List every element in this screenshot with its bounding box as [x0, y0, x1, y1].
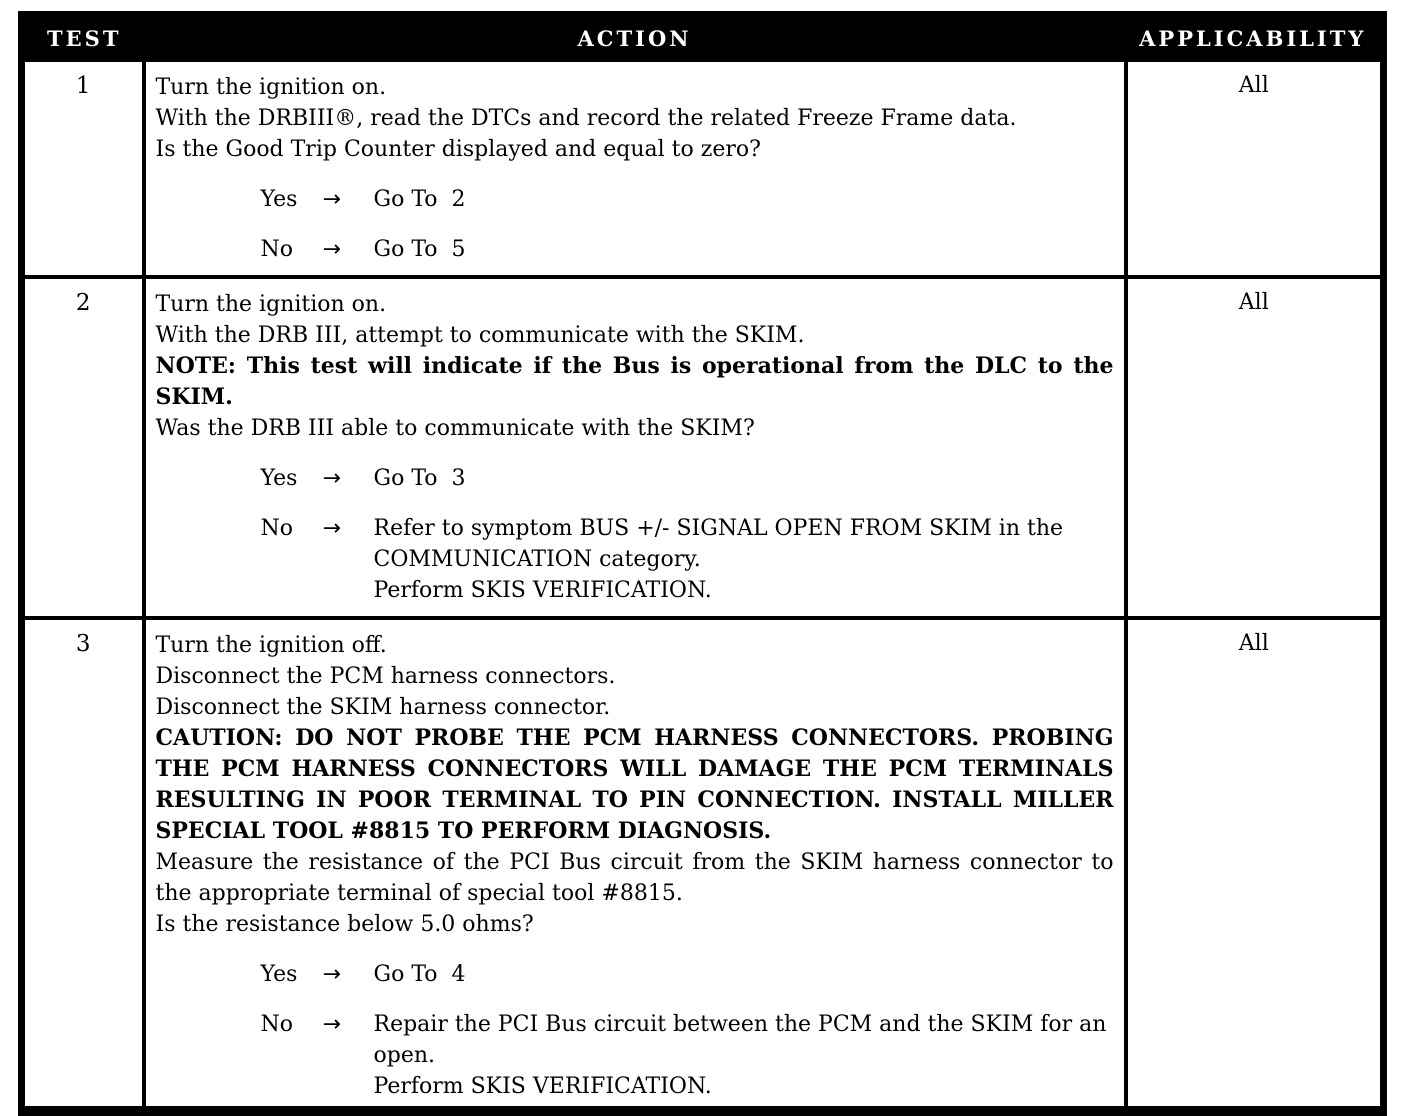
answer-label: Yes: [260, 187, 298, 212]
table-row: [22, 60, 1384, 277]
answer-result: [374, 959, 1114, 990]
action-step-text: With the DRB III, attempt to communicate with the SKIM.: [155, 323, 805, 348]
action-cell: [144, 618, 1126, 1111]
action-step-text: Turn the ignition off.: [155, 633, 387, 658]
answer-result-line: Go To 5: [373, 237, 466, 262]
answer-row: [156, 184, 1114, 215]
arrow-right-icon: →: [322, 516, 341, 541]
column-header-test: TEST: [22, 15, 144, 61]
answer-label: Yes: [260, 466, 298, 491]
diagnostic-test-table: [18, 11, 1387, 1116]
answer-result: [374, 234, 1114, 265]
answer-result-line: Refer to symptom BUS +/- SIGNAL OPEN FROM SKIM in the COMMUNICATION category.: [373, 516, 1064, 572]
applicability-value: All: [1126, 277, 1384, 618]
answer-result: [374, 513, 1114, 606]
header-row: [22, 15, 1384, 61]
action-step-text: Disconnect the SKIM harness connector.: [155, 695, 611, 720]
answer-label: Yes: [260, 962, 298, 987]
action-note-text: NOTE: This test will indicate if the Bus is operational from the DLC to the SKIM.: [155, 353, 1114, 410]
answer-result-line: Perform SKIS VERIFICATION.: [373, 578, 712, 603]
answer-result: [374, 184, 1114, 215]
answer-result-line: Go To 3: [373, 466, 466, 491]
answer-result-line: Repair the PCI Bus circuit between the PCM and the SKIM for an open.: [373, 1012, 1107, 1068]
answer-result: [374, 1009, 1114, 1102]
answer-row: [156, 513, 1114, 606]
answer-row: [156, 463, 1114, 494]
answer-result-line: Go To 2: [373, 187, 466, 212]
action-step-text: With the DRBIII®, read the DTCs and record the related Freeze Frame data.: [155, 106, 1017, 131]
answer-row: [156, 959, 1114, 990]
answer-row: [156, 234, 1114, 265]
action-step-text: Measure the resistance of the PCI Bus circuit from the SKIM harness connector to the appropriate terminal of special tool #8815.: [155, 850, 1114, 906]
answer-row: [156, 1009, 1114, 1102]
arrow-right-icon: →: [322, 1012, 341, 1037]
answer-result-line: Go To 4: [373, 962, 466, 987]
action-step-text: Turn the ignition on.: [155, 75, 387, 100]
arrow-right-icon: →: [322, 466, 341, 491]
answer-result: [374, 463, 1114, 494]
applicability-value: All: [1126, 60, 1384, 277]
action-step-text: Disconnect the PCM harness connectors.: [155, 664, 616, 689]
action-step-text: Is the Good Trip Counter displayed and equal to zero?: [155, 137, 761, 162]
action-note-text: CAUTION: DO NOT PROBE THE PCM HARNESS CONNECTORS. PROBING THE PCM HARNESS CONNECTORS WILL DAMAGE THE PCM TERMINALS RESULTING IN POOR TERMINAL TO PIN CONNECTION. INSTALL MILLER SPECIAL TOOL #8815 TO PERFORM DIAGNOSIS.: [155, 725, 1114, 844]
table-row: [22, 277, 1384, 618]
action-step-text: Was the DRB III able to communicate with the SKIM?: [155, 416, 755, 441]
answer-result-line: Perform SKIS VERIFICATION.: [373, 1074, 712, 1099]
arrow-right-icon: →: [322, 237, 341, 262]
arrow-right-icon: →: [322, 962, 341, 987]
action-step-text: Turn the ignition on.: [155, 292, 387, 317]
test-number: 1: [22, 60, 144, 277]
column-header-action: ACTION: [144, 15, 1126, 61]
answer-label: No: [260, 1012, 293, 1037]
table-row: [22, 618, 1384, 1111]
answer-label: No: [260, 516, 293, 541]
test-number: 3: [22, 618, 144, 1111]
action-step-text: Is the resistance below 5.0 ohms?: [155, 912, 534, 937]
answer-label: No: [260, 237, 293, 262]
arrow-right-icon: →: [322, 187, 341, 212]
action-cell: [144, 277, 1126, 618]
applicability-value: All: [1126, 618, 1384, 1111]
test-number: 2: [22, 277, 144, 618]
action-cell: [144, 60, 1126, 277]
column-header-applicability: APPLICABILITY: [1126, 15, 1384, 61]
